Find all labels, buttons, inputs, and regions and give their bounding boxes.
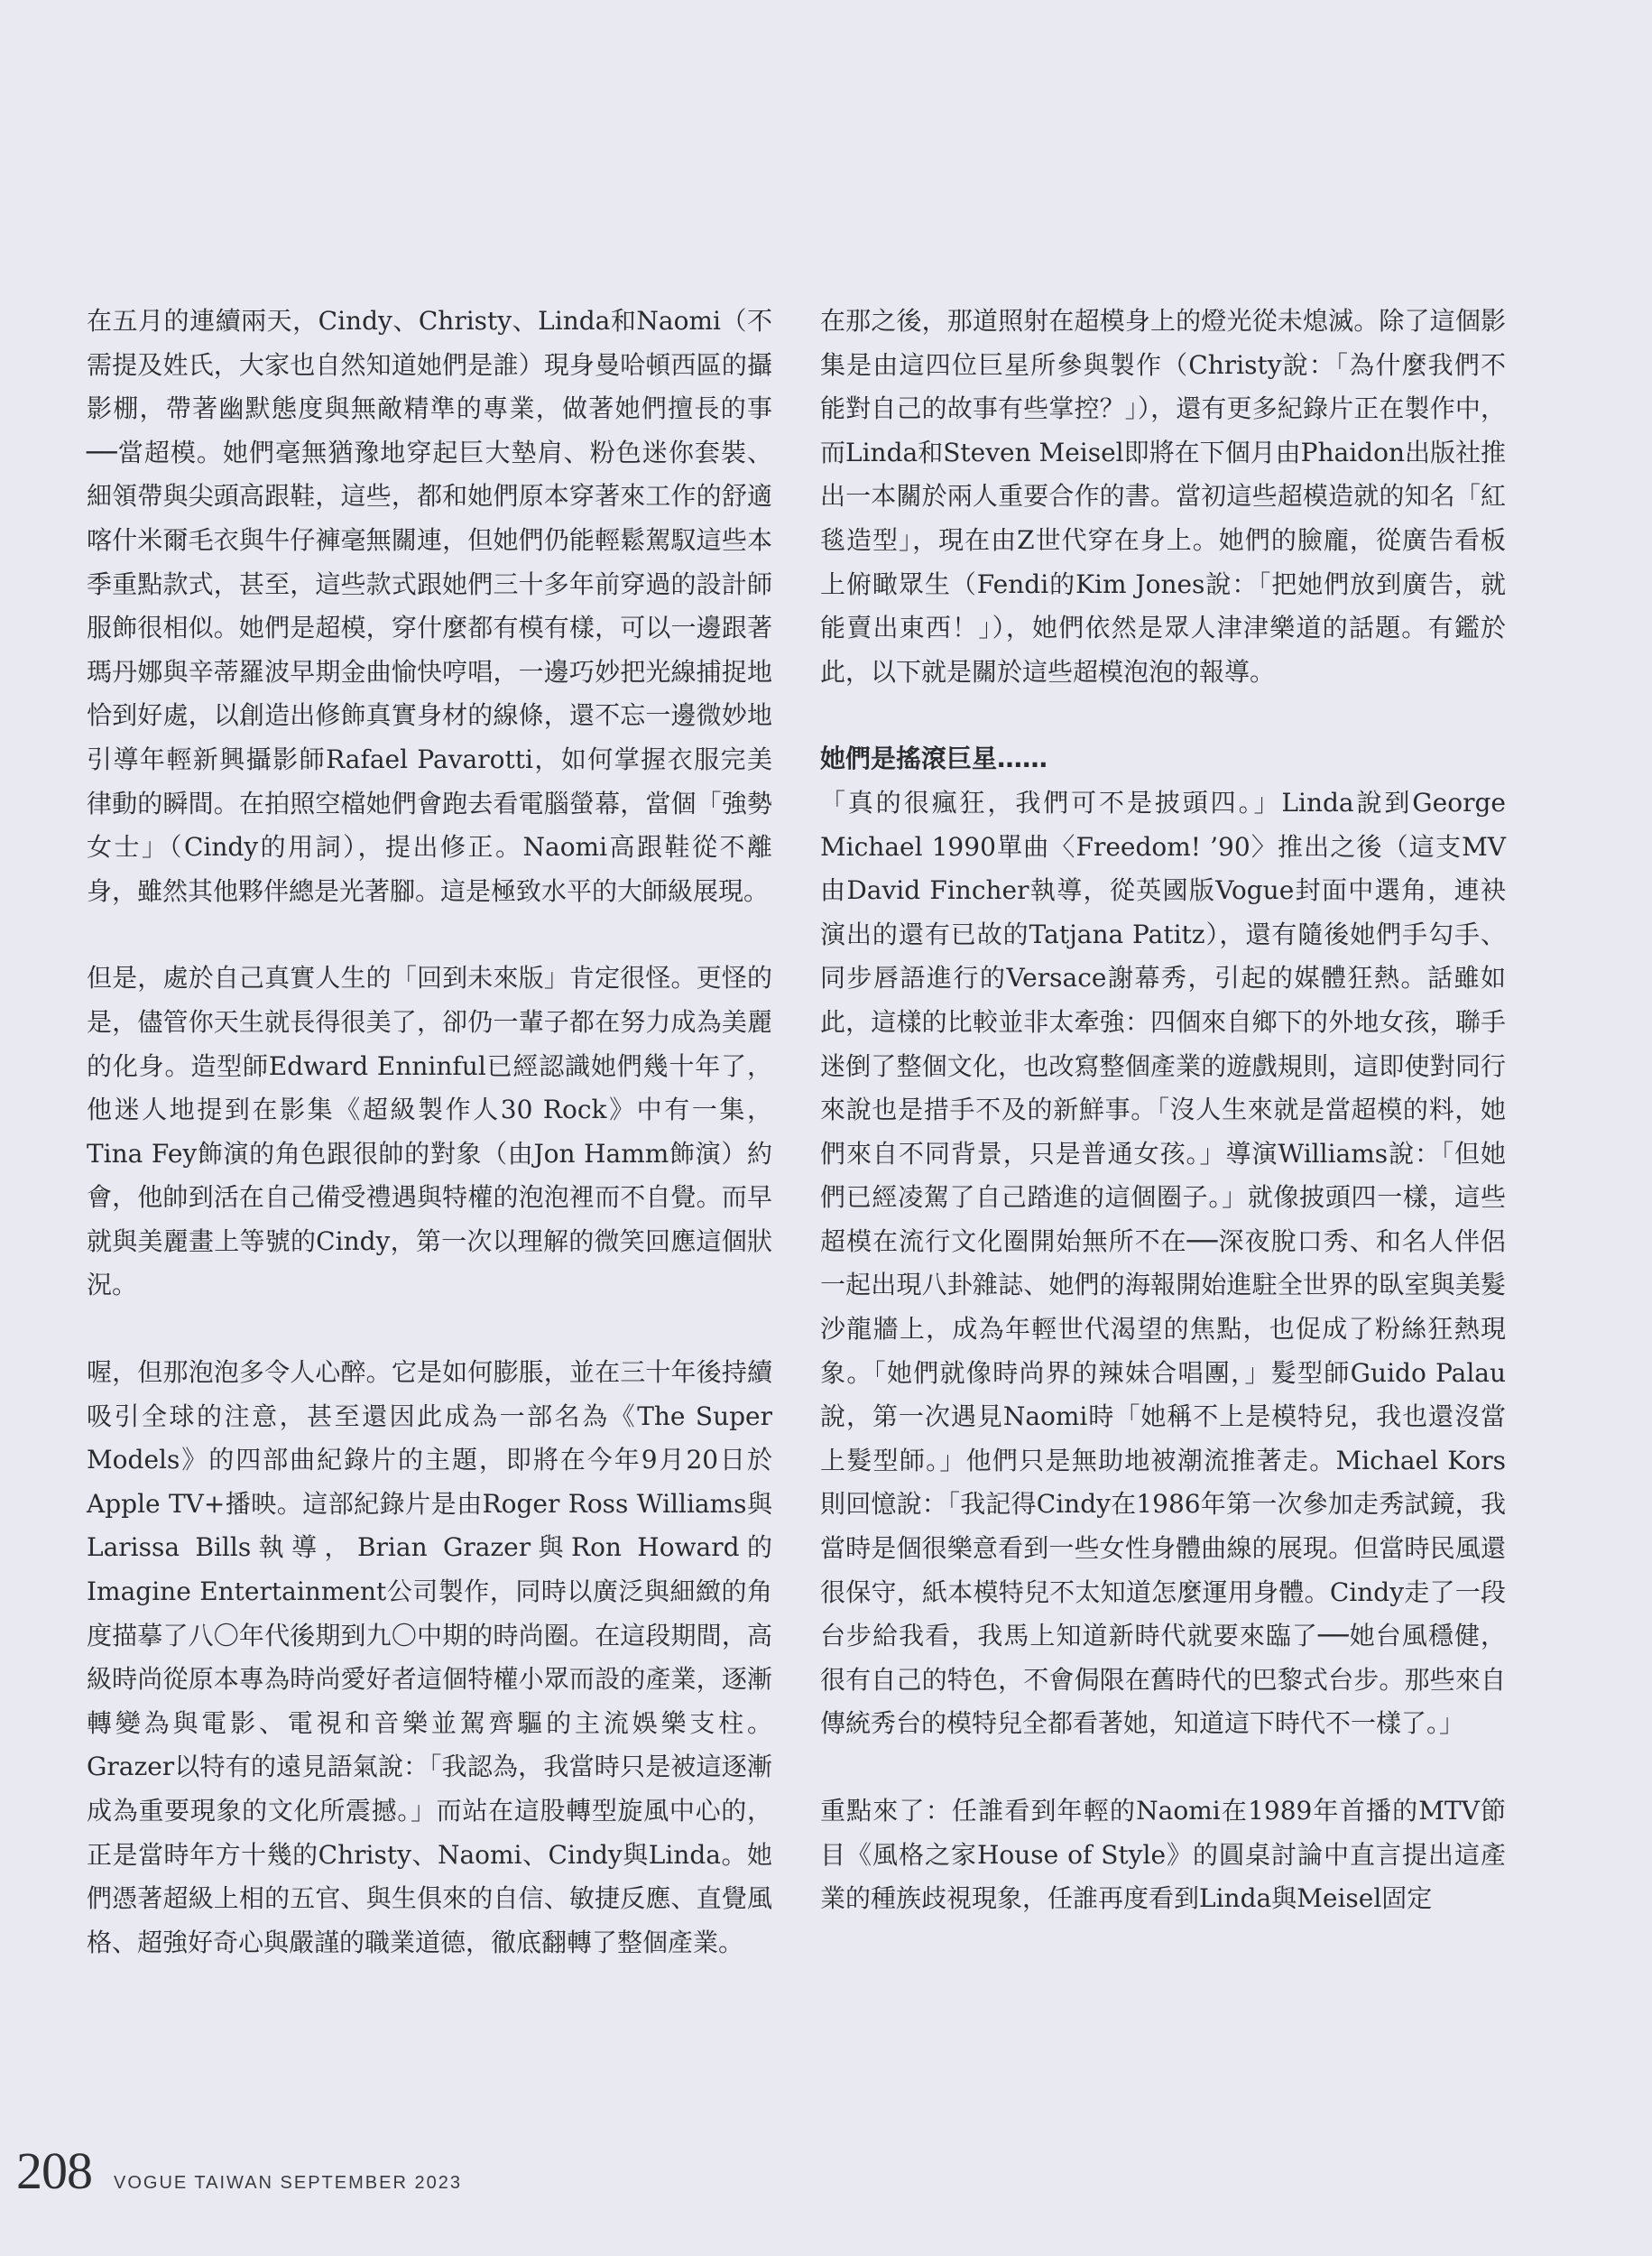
section-subheading: 她們是搖滾巨星……: [820, 744, 1048, 774]
magazine-credit: VOGUE TAIWAN SEPTEMBER 2023: [114, 2173, 462, 2193]
page-footer: [16, 2140, 462, 2201]
body-paragraph: 在那之後，那道照射在超模身上的燈光從未熄滅。除了這個影集是由這四位巨星所參與製作（Christy說：「為什麼我們不能對自己的故事有些掌控？」），還有更多紀錄片正在製作中，而Linda和Steven Meisel即將在下個月由Phaidon出版社推出一本關於兩人重要合作的書。當初這些超模造就的知名「紅毯造型」，現在由Z世代穿在身上。她們的臉龐，從廣告看板上俯瞰眾生（Fendi的Kim Jones說：「把她們放到廣告，就能賣出東西！」），她們依然是眾人津津樂道的話題。有鑑於此，以下就是關於這些超模泡泡的報導。: [820, 306, 1506, 687]
body-paragraph: 喔，但那泡泡多令人心醉。它是如何膨脹，並在三十年後持續吸引全球的注意，甚至還因此成為一部名為《The Super Models》的四部曲紀錄片的主題，即將在今年9月20日於Apple TV+播映。這部紀錄片是由Roger Ross Williams與Larissa Bills執導，Brian Grazer與Ron Howard的Imagine Entertainment公司製作，同時以廣泛與細緻的角度描摹了八〇年代後期到九〇中期的時尚圈。在這段期間，高級時尚從原本專為時尚愛好者這個特權小眾而設的產業，逐漸轉變為與電影、電視和音樂並駕齊驅的主流娛樂支柱。Grazer以特有的遠見語氣說：「我認為，我當時只是被這逐漸成為重要現象的文化所震撼。」而站在這股轉型旋風中心的，正是當時年方十幾的Christy、Naomi、Cindy與Linda。她們憑著超級上相的五官、與生俱來的自信、敏捷反應、直覺風格、超強好奇心與嚴謹的職業道德，徹底翻轉了整個產業。: [87, 1357, 772, 1957]
body-paragraph: 在五月的連續兩天，Cindy、Christy、Linda和Naomi（不需提及姓氏，大家也自然知道她們是誰）現身曼哈頓西區的攝影棚，帶著幽默態度與無敵精準的專業，做著她們擅長的事──當超模。她們毫無猶豫地穿起巨大墊肩、粉色迷你套裝、細領帶與尖頭高跟鞋，這些，都和她們原本穿著來工作的舒適喀什米爾毛衣與牛仔褲毫無關連，但她們仍能輕鬆駕馭這些本季重點款式，甚至，這些款式跟她們三十多年前穿過的設計師服飾很相似。她們是超模，穿什麼都有模有樣，可以一邊跟著瑪丹娜與辛蒂羅波早期金曲愉快哼唱，一邊巧妙把光線捕捉地恰到好處，以創造出修飾真實身材的線條，還不忘一邊微妙地引導年輕新興攝影師Rafael Pavarotti，如何掌握衣服完美律動的瞬間。在拍照空檔她們會跑去看電腦螢幕，當個「強勢女士」（Cindy的用詞），提出修正。Naomi高跟鞋從不離身，雖然其他夥伴總是光著腳。這是極致水平的大師級展現。: [87, 306, 772, 906]
body-paragraph: 重點來了：任誰看到年輕的Naomi在1989年首播的MTV節目《風格之家House of Style》的圓桌討論中直言提出這產業的種族歧視現象，任誰再度看到Linda與Meisel固定: [820, 1796, 1506, 1914]
article-column-left: [87, 300, 772, 1965]
body-paragraph: 「真的很瘋狂，我們可不是披頭四。」Linda說到George Michael 1990單曲〈Freedom! ’90〉推出之後（這支MV由David Fincher執導，從英國版Vogue封面中選角，連袂演出的還有已故的Tatjana Patitz），還有隨後她們手勾手、同步唇語進行的Versace謝幕秀，引起的媒體狂熱。話雖如此，這樣的比較並非太牽強：四個來自鄉下的外地女孩，聯手迷倒了整個文化，也改寫整個產業的遊戲規則，這即使對同行來說也是措手不及的新鮮事。「沒人生來就是當超模的料，她們來自不同背景，只是普通女孩。」導演Williams說：「但她們已經凌駕了自己踏進的這個圈子。」就像披頭四一樣，這些超模在流行文化圈開始無所不在──深夜脫口秀、和名人伴侶一起出現八卦雜誌、她們的海報開始進駐全世界的臥室與美髮沙龍牆上，成為年輕世代渴望的焦點，也促成了粉絲狂熱現象。「她們就像時尚界的辣妹合唱團，」髮型師Guido Palau說，第一次遇見Naomi時「她稱不上是模特兒，我也還沒當上髮型師。」他們只是無助地被潮流推著走。Michael Kors則回憶說：「我記得Cindy在1986年第一次參加走秀試鏡，我當時是個很樂意看到一些女性身體曲線的展現。但當時民風還很保守，紙本模特兒不太知道怎麼運用身體。Cindy走了一段台步給我看，我馬上知道新時代就要來臨了──她台風穩健，很有自己的特色，不會侷限在舊時代的巴黎式台步。那些來自傳統秀台的模特兒全都看著她，知道這下時代不一樣了。」: [820, 787, 1506, 1739]
article-column-right: [820, 300, 1506, 1921]
page-number: 208: [16, 2141, 92, 2200]
body-paragraph: 但是，處於自己真實人生的「回到未來版」肯定很怪。更怪的是，儘管你天生就長得很美了，卻仍一輩子都在努力成為美麗的化身。造型師Edward Enninful已經認識她們幾十年了，他迷人地提到在影集《超級製作人30 Rock》中有一集，Tina Fey飾演的角色跟很帥的對象（由Jon Hamm飾演）約會，他帥到活在自己備受禮遇與特權的泡泡裡而不自覺。而早就與美麗畫上等號的Cindy，第一次以理解的微笑回應這個狀況。: [87, 963, 772, 1300]
